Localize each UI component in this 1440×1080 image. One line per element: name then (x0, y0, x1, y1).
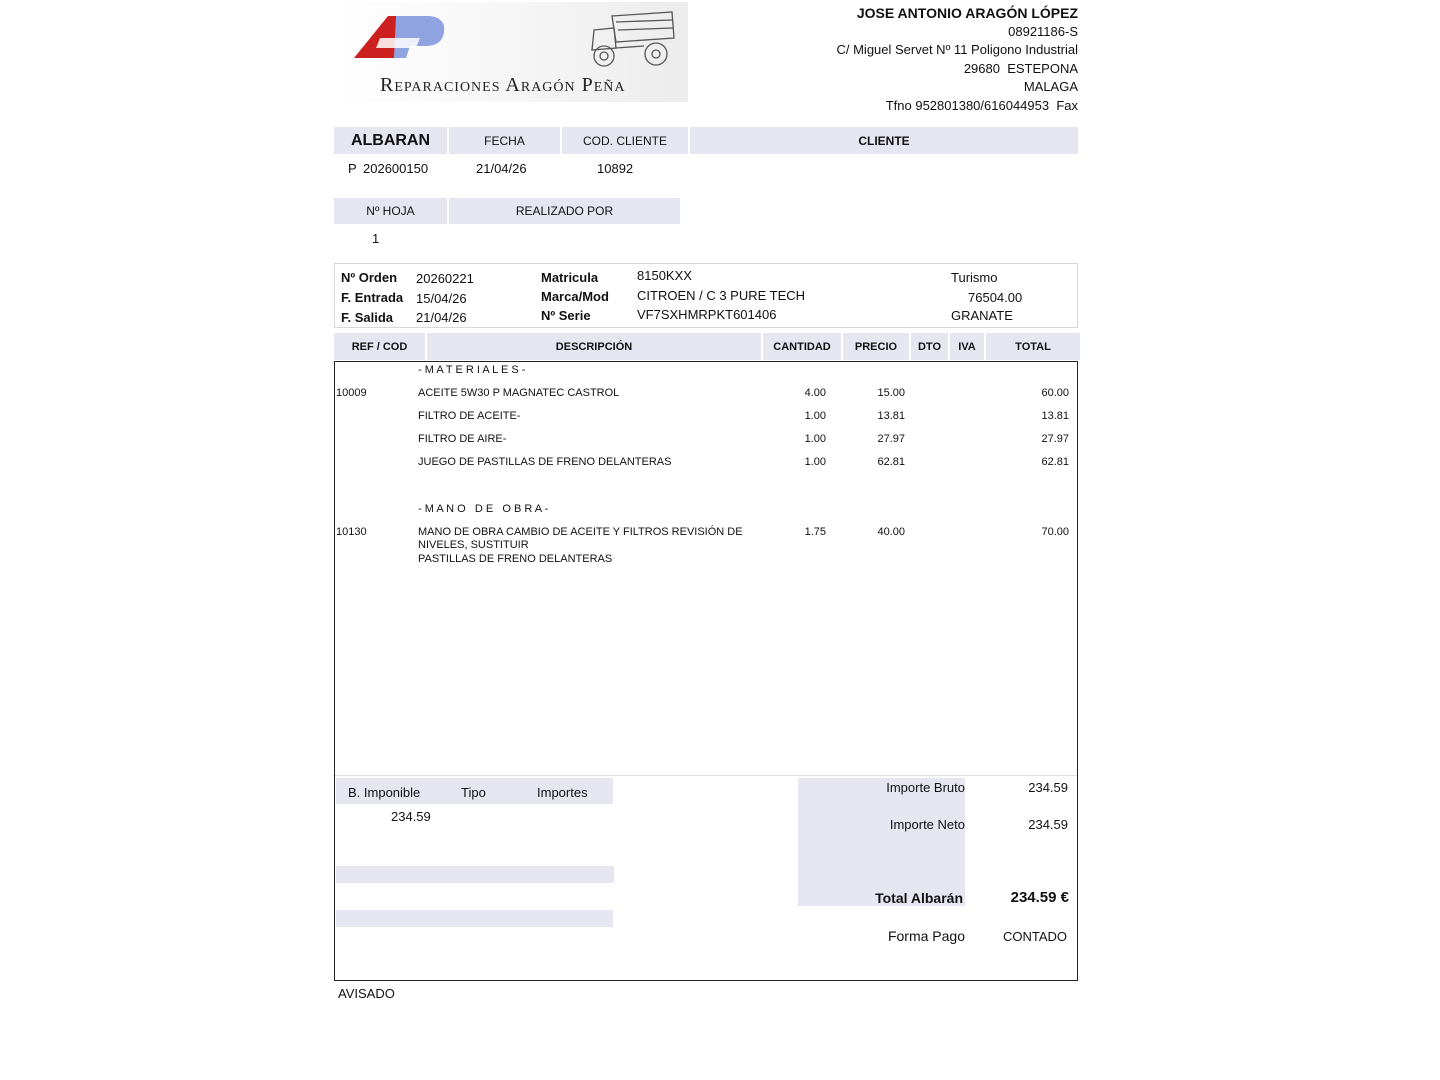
col-desc: DESCRIPCIÓN (427, 333, 761, 360)
tax-base-value: 234.59 (391, 809, 431, 824)
line-precio: 13.81 (877, 410, 905, 422)
vehicle-color: GRANATE (951, 308, 1013, 323)
vehicle-km: 76504.00 (968, 290, 1023, 305)
company-logo (336, 2, 688, 102)
company-address: C/ Miguel Servet Nº 11 Poligono Industrial (836, 42, 1078, 57)
fecha-label: FECHA (449, 127, 560, 154)
totals-label-panel (798, 778, 965, 906)
entrada-value: 15/04/26 (416, 291, 467, 306)
importe-bruto-label: Importe Bruto (886, 780, 965, 795)
tax-importes-label: Importes (537, 785, 588, 800)
importe-neto-value: 234.59 (1028, 817, 1068, 832)
cod-cliente-label: COD. CLIENTE (562, 127, 688, 154)
serie-value: VF7SXHMRPKT601406 (637, 307, 777, 322)
matricula-value: 8150KXX (637, 268, 692, 283)
hoja-label: Nº HOJA (334, 198, 447, 224)
line-total: 60.00 (1041, 387, 1069, 399)
orden-label: Nº Orden (341, 270, 398, 285)
salida-value: 21/04/26 (416, 310, 467, 325)
line-precio: 27.97 (877, 433, 905, 445)
marca-label: Marca/Mod (541, 289, 609, 304)
col-cantidad: CANTIDAD (763, 333, 841, 360)
orden-value: 20260221 (416, 271, 474, 286)
entrada-label: F. Entrada (341, 290, 404, 305)
dump-truck-icon (586, 8, 678, 70)
total-albaran-label: Total Albarán (875, 890, 963, 906)
line-desc-cont: NIVELES, SUSTITUIR (418, 539, 529, 551)
albaran-label: ALBARAN (334, 127, 447, 154)
line-desc: ACEITE 5W30 P MAGNATEC CASTROL (418, 387, 620, 399)
line-precio: 62.81 (877, 456, 905, 468)
cliente-label: CLIENTE (690, 127, 1078, 154)
section-mano-obra: - M A N O D E O B R A - (418, 503, 549, 515)
line-desc-cont: PASTILLAS DE FRENO DELANTERAS (418, 553, 613, 565)
brand-name: Reparaciones Aragón Peña (380, 74, 626, 96)
section-materiales: - M A T E R I A L E S - (418, 364, 526, 376)
logo-mark-icon (350, 8, 450, 64)
lines-divider (335, 775, 1077, 776)
lines-frame (334, 361, 1078, 981)
footer-note: AVISADO (338, 986, 395, 1001)
col-total: TOTAL (986, 333, 1080, 360)
albaran-number: 202600150 (363, 161, 429, 176)
company-name: JOSE ANTONIO ARAGÓN LÓPEZ (856, 5, 1078, 21)
line-precio: 15.00 (877, 387, 905, 399)
line-ref: 10130 (336, 526, 367, 538)
importe-bruto-value: 234.59 (1028, 780, 1068, 795)
line-total: 62.81 (1041, 456, 1069, 468)
col-dto: DTO (911, 333, 948, 360)
line-cantidad: 1.00 (804, 433, 826, 445)
cod-cliente-value: 10892 (597, 161, 634, 176)
tax-row-bar (336, 910, 613, 927)
line-total: 70.00 (1041, 526, 1069, 538)
realizado-label: REALIZADO POR (449, 198, 680, 224)
col-ref: REF / COD (334, 333, 425, 360)
serie-label: Nº Serie (541, 308, 591, 323)
line-cantidad: 1.75 (804, 526, 826, 538)
line-total: 13.81 (1041, 410, 1069, 422)
fecha-value: 21/04/26 (476, 161, 527, 176)
line-desc: MANO DE OBRA CAMBIO DE ACEITE Y FILTROS REVISIÓN DE (418, 526, 743, 538)
line-desc: JUEGO DE PASTILLAS DE FRENO DELANTERAS (418, 456, 672, 468)
line-ref: 10009 (336, 387, 367, 399)
company-nif: 08921186-S (1008, 23, 1078, 39)
company-phone: Tfno 952801380/616044953 Fax (885, 97, 1078, 113)
col-precio: PRECIO (843, 333, 909, 360)
importe-neto-label: Importe Neto (889, 817, 965, 832)
line-precio: 40.00 (877, 526, 905, 538)
line-cantidad: 1.00 (804, 410, 826, 422)
company-province: MALAGA (1023, 79, 1078, 94)
line-desc: FILTRO DE ACEITE- (418, 410, 521, 422)
salida-label: F. Salida (341, 310, 394, 325)
vehicle-type: Turismo (951, 270, 998, 285)
company-city: 29680 ESTEPONA (963, 60, 1078, 76)
total-albaran-value: 234.59 € (1010, 889, 1069, 906)
col-iva: IVA (950, 333, 984, 360)
marca-value: CITROEN / C 3 PURE TECH (637, 288, 806, 303)
line-total: 27.97 (1041, 433, 1069, 445)
line-cantidad: 1.00 (804, 456, 826, 468)
albaran-prefix: P (348, 161, 357, 176)
matricula-label: Matricula (541, 270, 599, 285)
forma-pago-label: Forma Pago (887, 928, 965, 944)
forma-pago-value: CONTADO (1002, 929, 1067, 944)
tax-base-label: B. Imponible (348, 785, 421, 800)
line-desc: FILTRO DE AIRE- (418, 433, 507, 445)
company-info (836, 4, 1078, 115)
line-cantidad: 4.00 (804, 387, 826, 399)
hoja-value: 1 (372, 231, 380, 246)
tax-tipo-label: Tipo (461, 785, 486, 800)
tax-row-bar (336, 866, 614, 883)
